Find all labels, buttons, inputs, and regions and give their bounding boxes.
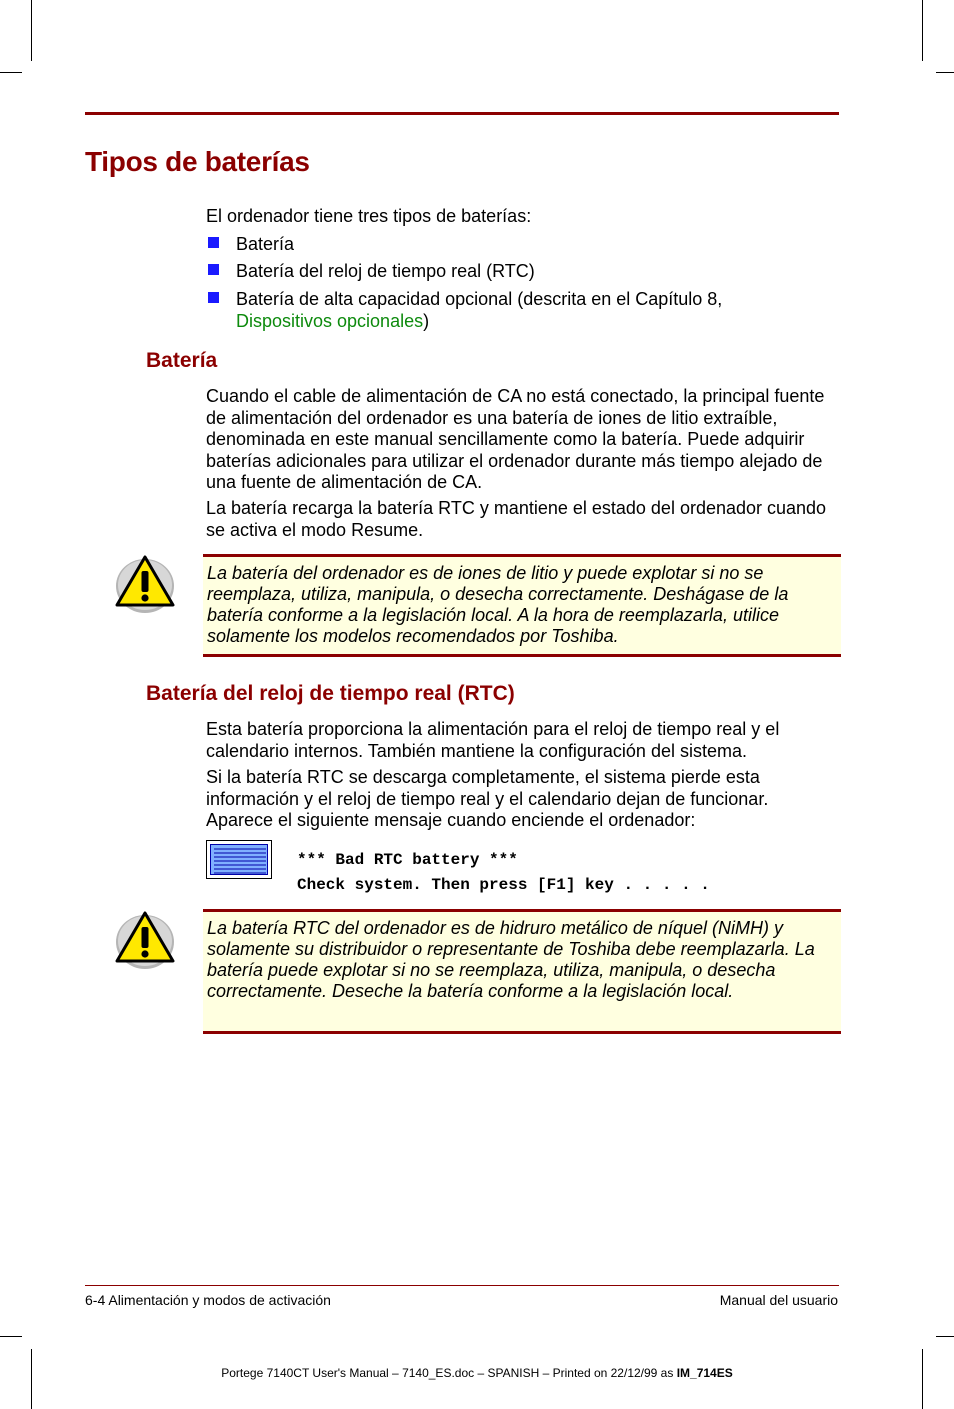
code-message-line: *** Bad RTC battery *** [297, 851, 518, 869]
warning-text: La batería del ordenador es de iones de litio y puede explotar si no se reemplaza, utiliza, manipula, o desecha correctamente. Deshágase de la batería conforme a la legislación local. A la hora de reemplazarla, utilice solamente los modelos recomendados por Toshiba. [207, 563, 789, 646]
section1-paragraph: La batería recarga la batería RTC y mantiene el estado del ordenador cuando se activa el modo Resume. [206, 498, 827, 540]
crop-mark [936, 1336, 954, 1337]
list-item: Batería del reloj de tiempo real (RTC) [236, 261, 535, 281]
warning-text: La batería RTC del ordenador es de hidruro metálico de níquel (NiMH) y solamente su distribuidor o representante de Toshiba debe reemplazarla. La batería puede explotar si no se reemplaza, utiliza, manipula, o desecha correctamente. Deseche la batería conforme a la legislación local. [207, 918, 815, 1001]
warning-triangle-icon [113, 909, 177, 969]
bullet-marker [208, 292, 219, 303]
header-rule [85, 112, 839, 115]
chapter-link[interactable]: Dispositivos opcionales [236, 310, 424, 331]
section-heading-bateria: Batería [146, 349, 218, 372]
crop-mark [0, 72, 22, 73]
print-info [0, 1366, 954, 1380]
list-item: Batería [236, 234, 295, 254]
crop-mark [31, 0, 32, 61]
crop-mark [936, 72, 954, 73]
screen-message-icon [206, 840, 272, 879]
section-heading-rtc: Batería del reloj de tiempo real (RTC) [146, 682, 515, 705]
print-info-id: IM_714ES [676, 1366, 733, 1380]
footer-manual-name: Manual del usuario [719, 1292, 838, 1308]
section2-paragraph: Si la batería RTC se descarga completamente, el sistema pierde esta información y el reloj de tiempo real y el calendario dejan de funcionar. Aparece el siguiente mensaje cuando enciende el ordenador: [206, 767, 769, 830]
list-item [236, 289, 836, 332]
bullet-marker [208, 237, 219, 248]
intro-text: El ordenador tiene tres tipos de baterías: [206, 206, 532, 226]
warning-triangle-icon [113, 553, 177, 613]
page-title: Tipos de baterías [85, 146, 310, 177]
section1-paragraph: Cuando el cable de alimentación de CA no está conectado, la principal fuente de alimentación del ordenador es una batería de iones de litio extraíble, denominada en este manual sencillamente como la batería. Puede adquirir baterías adicionales para utilizar el ordenador durante más tiempo alejado de una fuente de alimentación de CA. [206, 386, 825, 492]
code-message-line: Check system. Then press [F1] key . . . . . [297, 876, 710, 894]
crop-mark [0, 1336, 22, 1337]
warning-box [203, 554, 841, 657]
list-item-text: Batería de alta capacidad opcional (descrita en el Capítulo 8, [236, 289, 723, 309]
crop-mark [922, 0, 923, 61]
section2-paragraph: Esta batería proporciona la alimentación para el reloj de tiempo real y el calendario internos. También mantiene la configuración del sistema. [206, 719, 780, 761]
list-item-tail: ) [423, 310, 430, 331]
footer-rule [85, 1285, 839, 1286]
warning-box [203, 909, 841, 1034]
bullet-marker [208, 264, 219, 275]
print-info-text: Portege 7140CT User's Manual – 7140_ES.doc – SPANISH – Printed on 22/12/99 as [221, 1366, 677, 1380]
footer-chapter: 6-4 Alimentación y modos de activación [85, 1292, 331, 1308]
